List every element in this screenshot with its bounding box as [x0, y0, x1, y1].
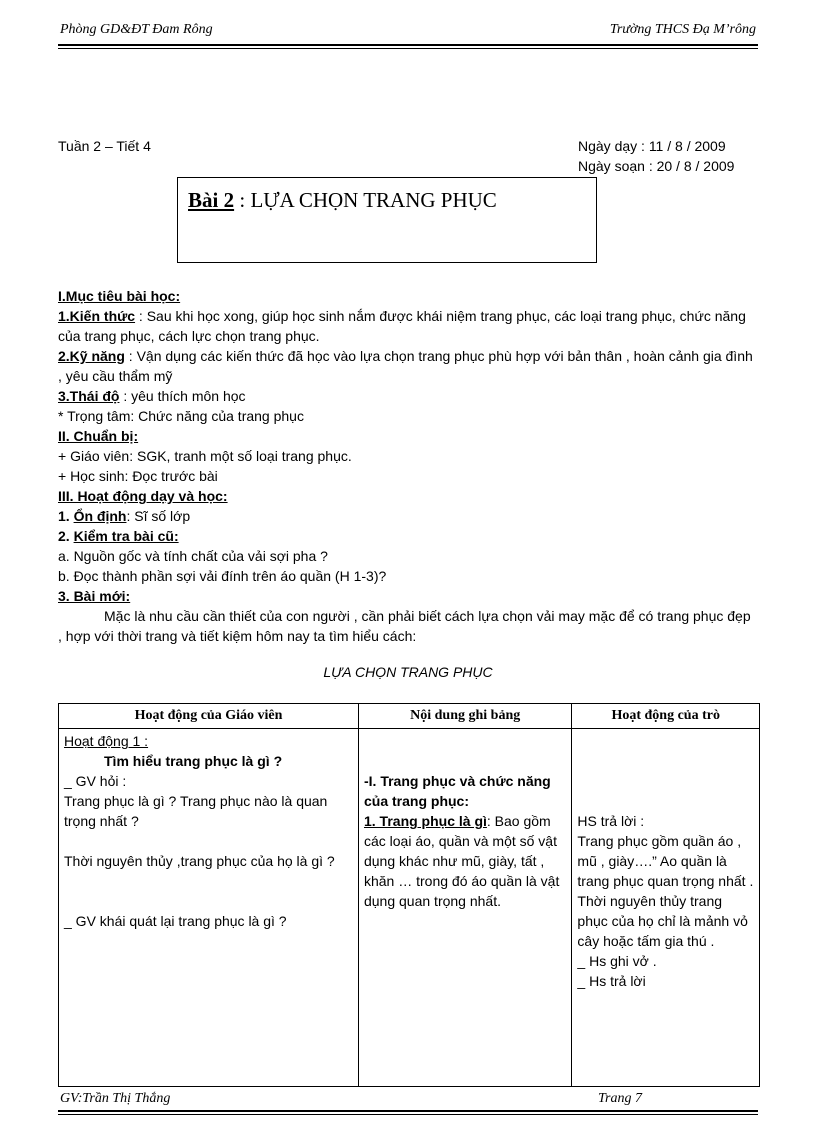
footer-page-number: Trang 7 — [598, 1091, 642, 1106]
title-box — [177, 177, 597, 263]
teacher-line: Trang phục là gì ? Trang phục nào là quan trọng nhất ? — [64, 793, 328, 829]
objectives-heading: I.Mục tiêu bài học: — [58, 288, 181, 304]
col-header-board: Nội dung ghi bảng — [358, 704, 571, 729]
footer-rule — [58, 1110, 758, 1115]
new-lesson-label: 3. Bài mới: — [58, 588, 131, 604]
teacher-line: _ GV hỏi : — [64, 773, 127, 789]
header-rule — [58, 44, 758, 49]
review-question-b: b. Đọc thành phần sợi vải đính trên áo quần (H 1-3)? — [58, 568, 387, 584]
prep-teacher: + Giáo viên: SGK, tranh một số loại trang phục. — [58, 448, 352, 464]
student-line: _ Hs ghi vở . — [577, 953, 657, 969]
student-line: _ Hs trả lời — [577, 973, 646, 989]
board-item-label: 1. Trang phục là gì — [363, 813, 487, 829]
teach-date: Ngày dạy : 11 / 8 / 2009 — [578, 138, 726, 154]
activities-heading: III. Hoạt động dạy và học: — [58, 488, 228, 504]
board-item-text: : Bao gồm các loại áo, quần và một số vật dụng khác như mũ, giày, tất , khăn … trong đó áo quần là vật dụng quan trọng nhất. — [363, 813, 560, 909]
table-header-row — [59, 704, 760, 729]
student-line: HS trả lời : — [577, 813, 645, 829]
table-row — [59, 729, 760, 1087]
focus-line: * Trọng tâm: Chức năng của trang phục — [58, 408, 304, 424]
lesson-number: Bài 2 — [188, 188, 235, 212]
item1-text: : Sĩ số lớp — [126, 508, 191, 524]
attitude-paragraph — [58, 386, 758, 406]
review-question-a: a. Nguồn gốc và tính chất của vải sợi pha ? — [58, 548, 328, 564]
page-title — [188, 188, 497, 213]
attitude-label: 3.Thái độ — [58, 388, 120, 404]
review-line — [58, 526, 758, 546]
skill-paragraph — [58, 346, 758, 386]
lesson-body — [58, 286, 758, 646]
col-header-teacher: Hoạt động của Giáo viên — [59, 704, 359, 729]
activity-title: Tìm hiểu trang phục là gì ? — [104, 753, 283, 769]
prep-heading: II. Chuẩn bị: — [58, 428, 139, 444]
prep-student: + Học sinh: Đọc trước bài — [58, 468, 218, 484]
knowledge-label: 1.Kiến thức — [58, 308, 136, 324]
header-school-name: Trường THCS Đạ M’rông — [609, 22, 756, 37]
stabilize-line — [58, 506, 758, 526]
lesson-intro: Mặc là nhu cầu cần thiết của con người , cần phải biết cách lựa chọn vải may mặc để có trang phục đẹp , hợp với thời trang và tiết kiệm hôm nay ta tìm hiểu cách: — [58, 608, 751, 644]
activity-label: Hoạt động 1 : — [64, 733, 149, 749]
item1-label: Ổn định — [73, 508, 127, 524]
section-caption: LỰA CHỌN TRANG PHỤC — [323, 664, 493, 680]
skill-label: 2.Kỹ năng — [58, 348, 125, 364]
item2-label: Kiểm tra bài cũ: — [73, 528, 179, 544]
activity-table — [58, 703, 760, 1087]
board-item — [364, 811, 566, 911]
board-cell — [358, 729, 571, 1087]
title-separator: : — [234, 188, 251, 212]
item2-number: 2. — [58, 528, 74, 544]
week-lesson: Tuần 2 – Tiết 4 — [58, 138, 151, 154]
student-cell — [572, 729, 760, 1087]
attitude-text: : yêu thích môn học — [119, 388, 246, 404]
col-header-student: Hoạt động của trò — [572, 704, 760, 729]
lesson-title: LỰA CHỌN TRANG PHỤC — [250, 188, 497, 212]
student-line: Trang phục gồm quần áo , mũ , giày….” Ao quần là trang phục quan trọng nhất . — [577, 833, 754, 889]
header-school-office: Phòng GD&ĐT Đam Rông — [60, 22, 213, 37]
footer-teacher: GV:Trần Thị Thắng — [60, 1091, 171, 1106]
teacher-line: Thời nguyên thủy ,trang phục của họ là gì ? — [64, 853, 335, 869]
prep-date: Ngày soạn : 20 / 8 / 2009 — [578, 158, 735, 174]
knowledge-text: : Sau khi học xong, giúp học sinh nắm được khái niệm trang phục, các loại trang phục, chức năng của trang phục, cách lực chọn trang phục. — [58, 308, 746, 344]
teacher-line: _ GV khái quát lại trang phục là gì ? — [64, 913, 287, 929]
skill-text: : Vận dụng các kiến thức đã học vào lựa chọn trang phục phù hợp với bản thân , hoàn cảnh gia đình , yêu cầu thẩm mỹ — [58, 348, 753, 384]
teacher-cell — [59, 729, 359, 1087]
knowledge-paragraph — [58, 306, 758, 346]
student-line: Thời nguyên thủy trang phục của họ chỉ là mảnh vỏ cây hoặc tấm gia thú . — [577, 893, 748, 949]
board-section: -I. Trang phục và chức năng của trang phục: — [363, 773, 551, 809]
item1-number: 1. — [58, 508, 74, 524]
